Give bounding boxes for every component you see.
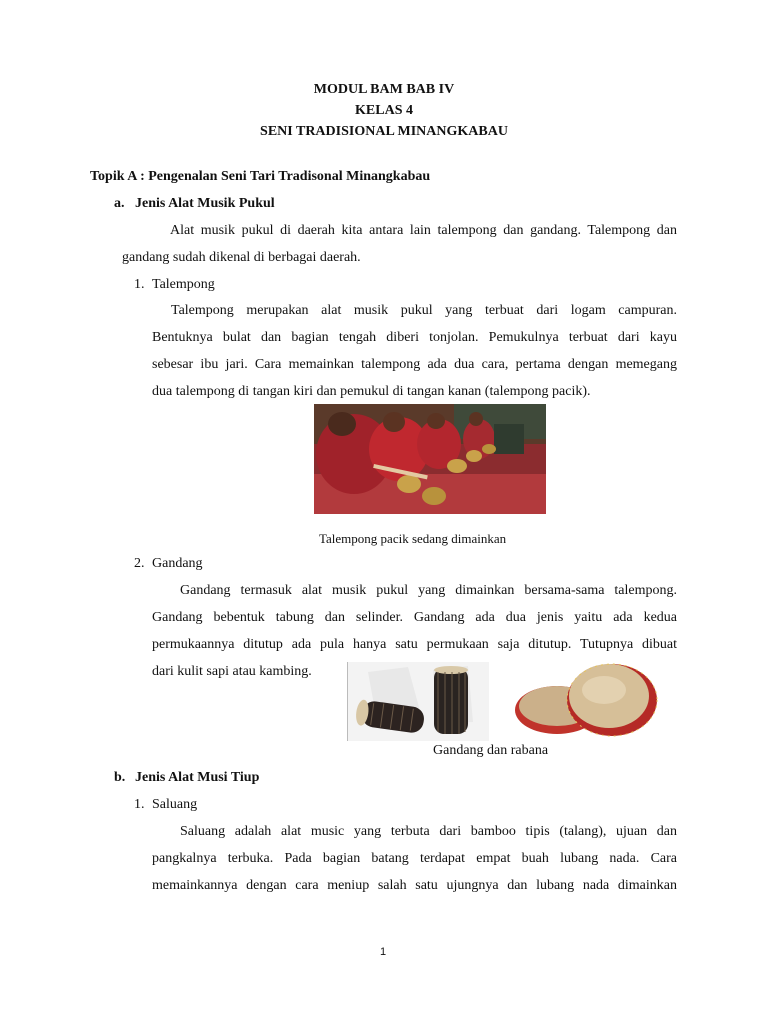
intro-line: Alat musik pukul di daerah kita antara lain talempong dan gandang. Talempong dan bbox=[170, 223, 677, 238]
list-number: 1. bbox=[134, 797, 145, 812]
section-a-marker: a. bbox=[114, 196, 125, 211]
paragraph-line: memainkannya dengan cara meniup salah satu ujungnya dan lubang nada dimainkan bbox=[152, 878, 677, 893]
list-number: 2. bbox=[134, 556, 145, 571]
paragraph-line: dua talempong di tangan kiri dan pemukul di tangan kanan (talempong pacik). bbox=[152, 384, 591, 399]
paragraph-line: Gandang bebentuk tabung dan selinder. Gandang ada dua jenis yaitu ada kedua bbox=[152, 610, 677, 625]
subject-title: SENI TRADISIONAL MINANGKABAU bbox=[260, 124, 508, 139]
paragraph-line: sebesar ibu jari. Cara memainkan talempong ada dua cara, pertama dengan memegang bbox=[152, 357, 677, 372]
class-title: KELAS 4 bbox=[355, 103, 413, 118]
module-title: MODUL BAM BAB IV bbox=[313, 82, 455, 97]
gandang-title: Gandang bbox=[152, 556, 203, 571]
list-number: 1. bbox=[134, 277, 145, 292]
gandang-caption: Gandang dan rabana bbox=[433, 743, 549, 758]
paragraph-line: pangkalnya terbuka. Pada bagian batang terdapat empat buah lubang nada. Cara bbox=[152, 851, 677, 866]
saluang-title: Saluang bbox=[152, 797, 198, 812]
paragraph-line: dari kulit sapi atau kambing. bbox=[152, 664, 312, 679]
talempong-photo bbox=[314, 404, 546, 514]
section-b-marker: b. bbox=[114, 770, 126, 785]
page-number: 1 bbox=[380, 946, 387, 958]
paragraph-line: permukaannya ditutup ada pula hanya satu permukaan saja ditutup. Tutupnya dibuat bbox=[152, 637, 677, 652]
rabana-photo bbox=[512, 658, 660, 742]
paragraph-line: Gandang termasuk alat musik pukul yang dimainkan bersama-sama talempong. bbox=[180, 583, 677, 598]
intro-line: gandang sudah dikenal di berbagai daerah. bbox=[122, 250, 361, 265]
paragraph-line: Bentuknya bulat dan bagian tengah diberi tonjolan. Pemukulnya terbuat dari kayu bbox=[152, 330, 677, 345]
section-a-heading: Jenis Alat Musik Pukul bbox=[135, 196, 275, 211]
paragraph-line: Saluang adalah alat music yang terbuta dari bamboo tipis (talang), ujuan dan bbox=[180, 824, 677, 839]
talempong-caption: Talempong pacik sedang dimainkan bbox=[319, 531, 507, 546]
talempong-title: Talempong bbox=[152, 277, 215, 292]
gandang-photo bbox=[347, 662, 489, 741]
topic-heading: Topik A : Pengenalan Seni Tari Tradisonal Minangkabau bbox=[90, 169, 431, 184]
paragraph-line: Talempong merupakan alat musik pukul yang terbuat dari logam campuran. bbox=[171, 303, 677, 318]
section-b-heading: Jenis Alat Musi Tiup bbox=[135, 770, 260, 785]
